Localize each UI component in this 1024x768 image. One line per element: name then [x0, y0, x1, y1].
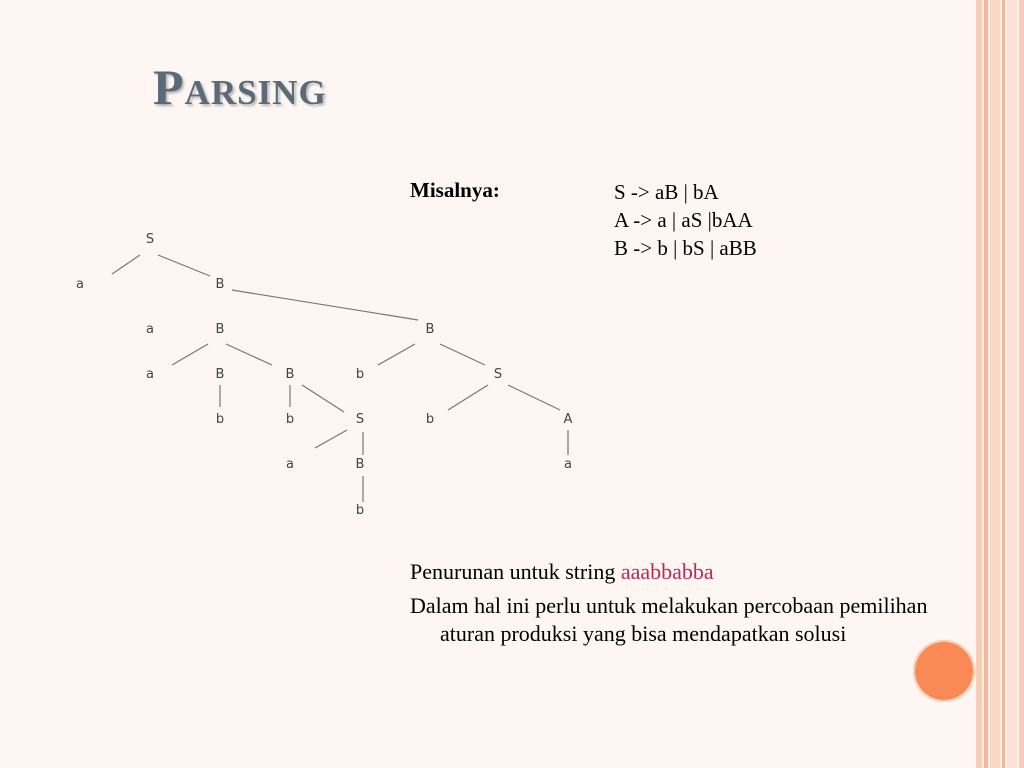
tree-node: a: [146, 322, 154, 337]
tree-edge: [508, 385, 560, 410]
tree-edge: [315, 430, 347, 448]
tree-node: B: [215, 367, 225, 382]
tree-edge: [232, 290, 418, 320]
tree-node: b: [285, 412, 295, 427]
tree-node: b: [215, 412, 225, 427]
tree-node: b: [425, 412, 435, 427]
tree-node: A: [563, 412, 573, 427]
tree-node: a: [76, 277, 84, 292]
tree-node: b: [355, 503, 365, 518]
decorative-circle: [913, 640, 975, 702]
grammar-label: Misalnya:: [410, 178, 500, 202]
tree-node: b: [355, 367, 365, 382]
decorative-stripes: [976, 0, 1024, 768]
tree-node: S: [355, 412, 365, 427]
tree-node: B: [425, 322, 435, 337]
grammar-rules: [614, 178, 757, 262]
explanation-text: [410, 558, 970, 654]
tree-node: B: [285, 367, 295, 382]
tree-node: a: [564, 457, 572, 472]
derivation-line: [410, 558, 970, 586]
tree-node: S: [493, 367, 503, 382]
tree-node: B: [215, 277, 225, 292]
target-string: aaabbabba: [620, 559, 714, 584]
tree-edge: [226, 344, 272, 365]
tree-node: B: [355, 457, 365, 472]
tree-node: a: [286, 457, 294, 472]
tree-node: S: [145, 232, 155, 247]
slide-title: Parsing: [153, 59, 327, 115]
grammar-rule-b: B -> b | bS | aBB: [614, 236, 757, 260]
explanation-line: Dalam hal ini perlu untuk melakukan percobaan pemilihan aturan produksi yang bisa mendapatkan solusi: [410, 593, 928, 646]
tree-edge: [448, 385, 488, 410]
tree-edge: [158, 255, 210, 276]
derivation-prefix: Penurunan untuk string: [410, 559, 621, 584]
grammar-rule-a: A -> a | aS |bAA: [614, 208, 753, 232]
tree-edge: [172, 344, 208, 365]
parse-tree: [60, 222, 600, 522]
grammar-rule-s: S -> aB | bA: [614, 180, 719, 204]
tree-edge: [302, 385, 344, 412]
tree-edge: [440, 344, 485, 365]
tree-node: B: [215, 322, 225, 337]
tree-node: a: [146, 367, 154, 382]
tree-edge: [112, 255, 140, 274]
tree-edge: [378, 344, 415, 365]
